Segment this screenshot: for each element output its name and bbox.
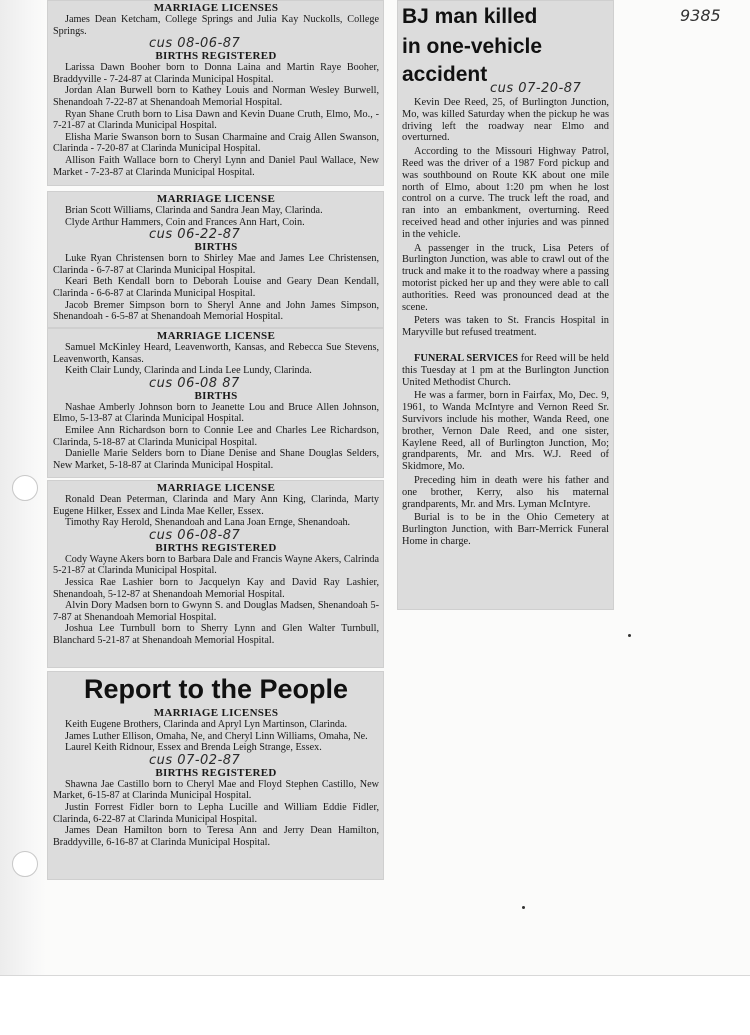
- section-heading: BIRTHS REGISTERED: [155, 766, 277, 779]
- birth-entry: Shawna Jae Castillo born to Cheryl Mae and Floyd Stephen Castillo, New Market, 6-15-87 at Clarinda Municipal Hospital.: [53, 778, 379, 802]
- handwritten-date: cus 07-02-87: [149, 752, 241, 768]
- handwritten-date: cus 06-22-87: [149, 227, 241, 243]
- section-heading: MARRIAGE LICENSE: [156, 330, 276, 342]
- page-number: 9385: [680, 6, 721, 25]
- birth-entry: Elisha Marie Swanson born to Susan Charmaine and Craig Allen Swanson, Clarinda - 7-20-87 at Clarinda Municipal Hospital.: [53, 131, 379, 155]
- article-paragraph: Burial is to be in the Ohio Cemetery at Burlington Junction, with Barr-Merrick Funeral Home in charge.: [402, 512, 609, 547]
- section-heading: BIRTHS REGISTERED: [155, 541, 277, 554]
- marriage-entry: Clyde Arthur Hammers, Coin and Frances Ann Hart, Coin.: [65, 216, 305, 228]
- marriage-entry: James Luther Ellison, Omaha, Ne, and Cheryl Linn Williams, Omaha, Ne.: [65, 730, 368, 742]
- report-title: Report to the People: [83, 674, 348, 704]
- article-paragraph: Preceding him in death were his father and one brother, Kerry, also his maternal grandparents, Mr. and Mrs. Lyman McIntyre.: [402, 474, 609, 510]
- clipping-marriage-births-4: [47, 480, 384, 668]
- birth-entry: Danielle Marie Selders born to Diane Denise and Shane Douglas Selders, New Market, 5-18-87 at Clarinda Municipal Hospital.: [53, 448, 379, 471]
- marriage-entry: Ronald Dean Peterman, Clarinda and Mary Ann King, Clarinda, Marty Eugene Hilker, Essex and Linda Mae Keller, Essex.: [53, 494, 379, 517]
- birth-entry: Luke Ryan Christensen born to Shirley Mae and James Lee Christensen, Clarinda - 6-7-87 at Clarinda Municipal Hospital.: [53, 253, 379, 276]
- section-heading: MARRIAGE LICENSES: [153, 2, 279, 14]
- birth-entry: Jessica Rae Lashier born to Jacquelyn Kay and David Ray Lashier, Shenandoah, 5-12-87 at Shenandoah Memorial Hospital.: [53, 576, 379, 600]
- funeral-lead-in: FUNERAL SERVICES: [414, 352, 518, 364]
- section-heading: MARRIAGE LICENSES: [153, 707, 279, 719]
- handwritten-date: cus 07-20-87: [490, 81, 582, 96]
- birth-entry: Keari Beth Kendall born to Deborah Louise and Geary Dean Kendall, Clarinda - 6-6-87 at Clarinda Municipal Hospital.: [53, 276, 379, 299]
- marriage-entry: James Dean Ketcham, College Springs and Julia Kay Nuckolls, College Springs.: [53, 14, 379, 37]
- article-paragraph: A passenger in the truck, Lisa Peters of Burlington Junction, was able to crawl out of the truck and make it to the roadway where a passing motorist picked her up and they were able to call authorities. Reed was pronounced dead at the scene.: [402, 242, 609, 313]
- punch-hole-bottom: [12, 851, 38, 877]
- marriage-entry: Timothy Ray Herold, Shenandoah and Lana Joan Ernge, Shenandoah.: [65, 517, 351, 529]
- marriage-entry: Laurel Keith Ridnour, Essex and Brenda Leigh Strange, Essex.: [65, 742, 322, 754]
- birth-entry: Allison Faith Wallace born to Cheryl Lynn and Daniel Paul Wallace, New Market - 7-23-87 at Clarinda Municipal Hospital.: [53, 154, 379, 178]
- clipping-marriage-births-2: [47, 191, 384, 328]
- clipping-marriage-births-1: [47, 0, 384, 186]
- clipping-marriage-births-3: [47, 328, 384, 478]
- article-headline: accident: [402, 63, 488, 86]
- birth-entry: Alvin Dory Madsen born to Gwynn S. and Douglas Madsen, Shenandoah 5-7-87 at Shenandoah Memorial Hospital.: [53, 600, 379, 623]
- handwritten-date: cus 06-08 87: [149, 375, 240, 391]
- marriage-entry: Brian Scott Williams, Clarinda and Sandra Jean May, Clarinda.: [65, 205, 323, 216]
- article-paragraph-funeral: [402, 353, 609, 388]
- marriage-entry: Keith Clair Lundy, Clarinda and Linda Lee Lundy, Clarinda.: [65, 365, 312, 377]
- birth-entry: James Dean Hamilton born to Teresa Ann and Jerry Dean Hamilton, Braddyville, 6-16-87 at Clarinda Municipal Hospital.: [53, 825, 379, 848]
- section-heading: MARRIAGE LICENSE: [156, 482, 276, 494]
- marriage-entry: Samuel McKinley Heard, Leavenworth, Kansas, and Rebecca Sue Stevens, Leavenworth, Kansas.: [53, 342, 379, 365]
- birth-entry: Larissa Dawn Booher born to Donna Laina and Martin Raye Booher, Braddyville - 7-24-87 at Clarinda Municipal Hospital.: [53, 62, 379, 85]
- scan-bottom-edge: [0, 975, 750, 1035]
- scan-speck: [522, 906, 525, 909]
- section-heading: BIRTHS REGISTERED: [155, 50, 277, 63]
- section-heading: BIRTHS: [194, 241, 238, 254]
- handwritten-date: cus 08-06-87: [149, 36, 241, 52]
- funeral-text: for Reed will be held this Tuesday at 1 pm at the Burlington Junction United Methodist Church.: [402, 352, 609, 388]
- birth-entry: Joshua Lee Turnbull born to Sherry Lynn and Glen Walter Turnbull, Blanchard 5-21-87 at Shenandoah Memorial Hospital.: [53, 623, 379, 646]
- article-headline: in one-vehicle: [402, 35, 543, 58]
- article-paragraph: According to the Missouri Highway Patrol, Reed was the driver of a 1987 Ford pickup and was southbound on Route KK about one mile north of Elmo, about 1:20 pm when he lost control on a curve. The truck left the road, and ran into an embankment, overturning. Reed received head and other injuries and was pinned in the vehicle.: [402, 146, 609, 240]
- section-heading: MARRIAGE LICENSE: [156, 193, 276, 205]
- birth-entry: Jordan Alan Burwell born to Kathey Louis and Norman Wesley Burwell, Shenandoah 7-22-87 at Shenandoah Memorial Hospital.: [53, 85, 379, 108]
- birth-entry: Ryan Shane Cruth born to Lisa Dawn and Kevin Duane Cruth, Elmo, Mo., - 7-21-87 at Clarinda Municipal Hospital.: [53, 108, 379, 132]
- section-heading: BIRTHS: [194, 389, 238, 402]
- birth-entry: Jacob Bremer Simpson born to Sheryl Anne and John James Simpson, Shenandoah - 6-5-87 at Shenandoah Memorial Hospital.: [53, 299, 379, 323]
- article-paragraph: Peters was taken to St. Francis Hospital in Maryville but refused treatment.: [402, 315, 609, 339]
- birth-entry: Justin Forrest Fidler born to Lepha Lucille and William Eddie Fidler, Clarinda, 6-22-87 at Clarinda Municipal Hospital.: [53, 801, 379, 825]
- birth-entry: Emilee Ann Richardson born to Connie Lee and Charles Lee Richardson, Clarinda, 5-18-87 at Clarinda Municipal Hospital.: [53, 424, 379, 448]
- article-paragraph: He was a farmer, born in Fairfax, Mo, Dec. 9, 1961, to Wanda McIntyre and Vernon Reed Sr. Survivors include his mother, Wanda Reed, one brother, Vernon Dale Reed, and one sister, Kaylene Reed, all of Burlington Junction, Mo; grandparents, Mr. and Mrs. W.J. Reed of Skidmore, Mo.: [402, 390, 609, 473]
- birth-entry: Cody Wayne Akers born to Barbara Dale and Francis Wayne Akers, Calrinda 5-21-87 at Clarinda Municipal Hospital.: [53, 553, 379, 577]
- clipping-report-to-the-people: [47, 671, 384, 880]
- scan-speck: [628, 634, 631, 637]
- article-headline: BJ man killed: [402, 5, 538, 28]
- clipping-article-bj-man-killed: [397, 0, 614, 610]
- punch-hole-top: [12, 475, 38, 501]
- birth-entry: Nashae Amberly Johnson born to Jeanette Lou and Bruce Allen Johnson, Elmo, 5-13-87 at Clarinda Municipal Hospital.: [53, 401, 379, 425]
- marriage-entry: Keith Eugene Brothers, Clarinda and Apryl Lyn Martinson, Clarinda.: [65, 719, 348, 730]
- article-paragraph: Kevin Dee Reed, 25, of Burlington Junction, Mo, was killed Saturday when the pickup he was driving left the roadway near Elmo and overturned.: [402, 97, 609, 144]
- handwritten-date: cus 06-08-87: [149, 527, 241, 543]
